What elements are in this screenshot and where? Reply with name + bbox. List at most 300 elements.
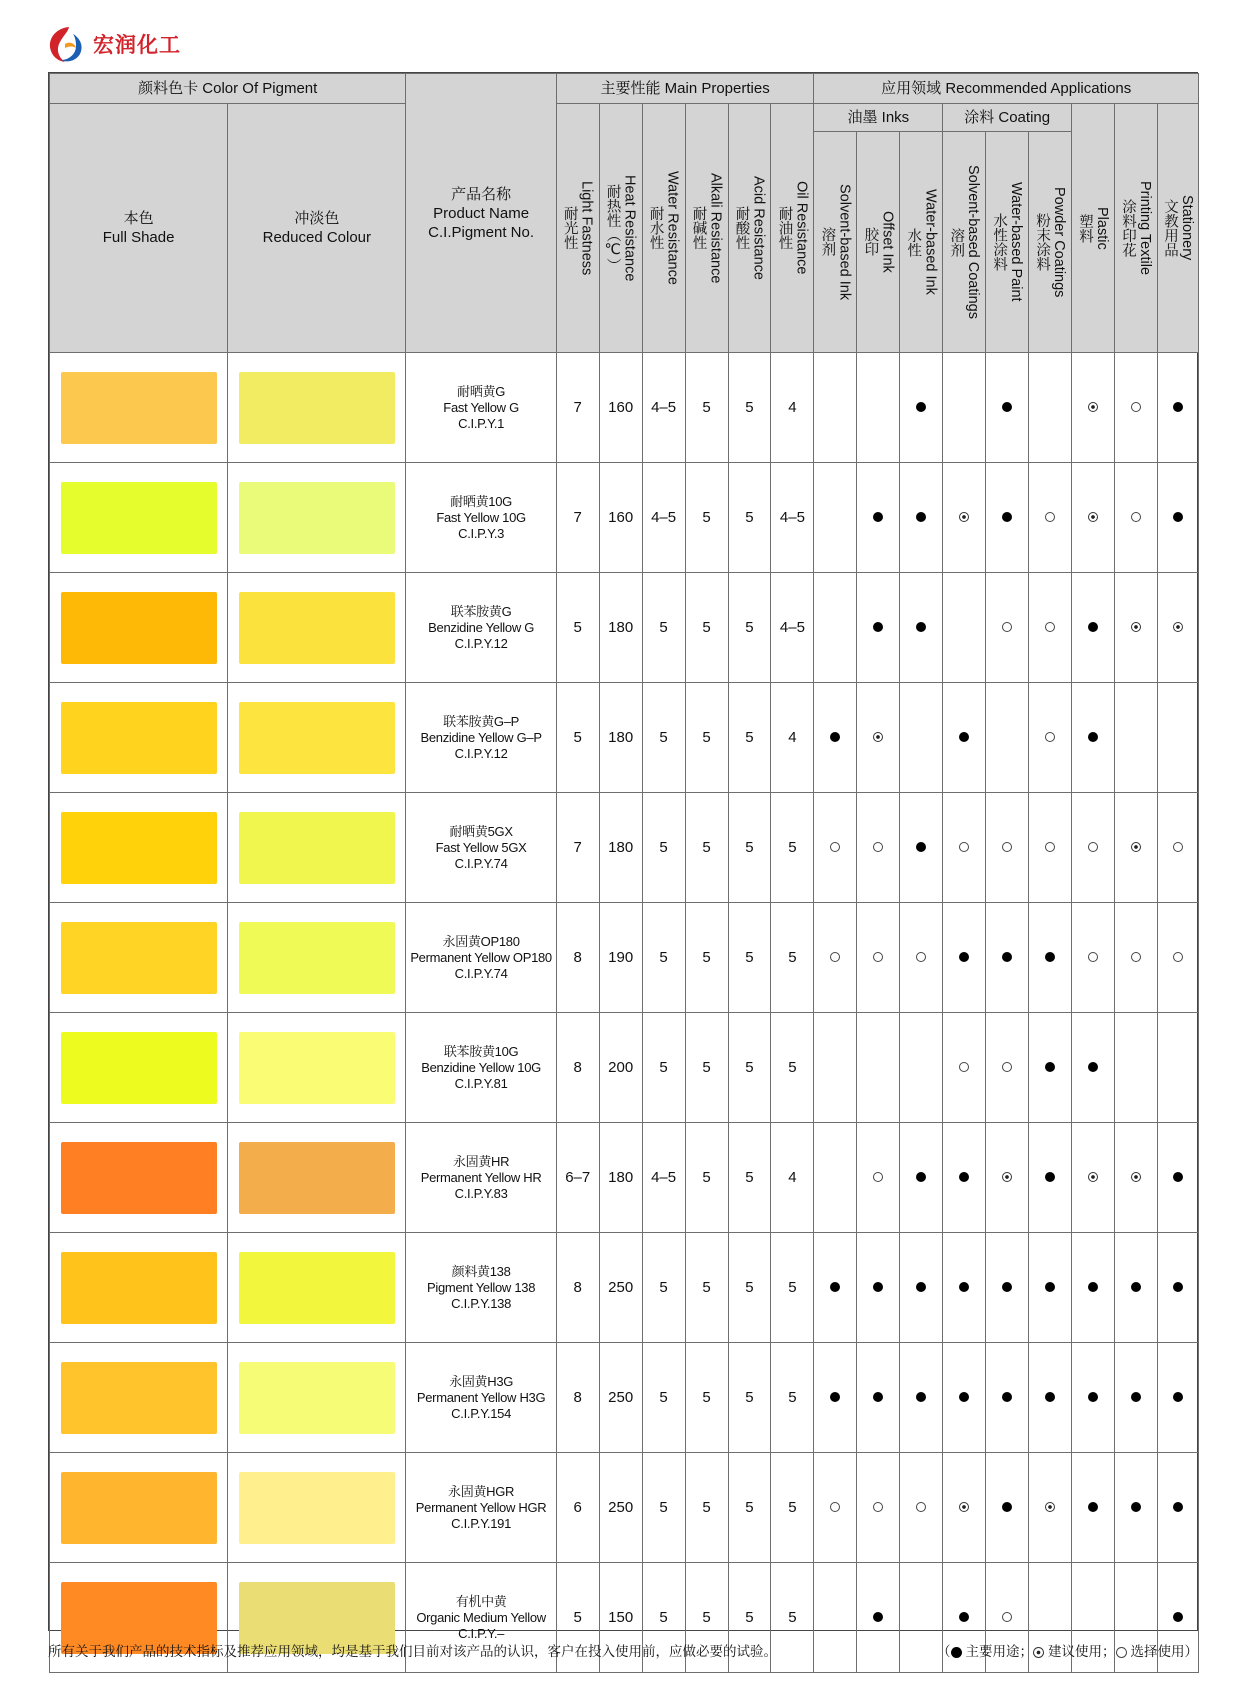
reduced-colour-swatch bbox=[239, 372, 395, 444]
property-value-text: 250 bbox=[608, 1389, 634, 1406]
application-header-6-label: 塑料 bbox=[1077, 213, 1094, 243]
property-value-text: 4–5 bbox=[651, 1169, 677, 1186]
property-value bbox=[685, 793, 728, 903]
reduced-colour-cell bbox=[228, 683, 406, 793]
primary-use-dot-icon bbox=[1088, 732, 1098, 742]
optional-use-circle-icon bbox=[873, 842, 883, 852]
primary-use-dot-icon bbox=[959, 732, 969, 742]
property-value-text: 5 bbox=[745, 1389, 754, 1406]
property-value bbox=[771, 1343, 814, 1453]
property-value-text: 250 bbox=[608, 1499, 634, 1516]
primary-use-dot-icon bbox=[916, 402, 926, 412]
full-shade-swatch bbox=[61, 482, 217, 554]
application-cell bbox=[1157, 683, 1198, 793]
product-name-cell bbox=[406, 1013, 556, 1123]
primary-use-dot-icon bbox=[951, 1647, 962, 1658]
product-name-en: Fast Yellow 10G bbox=[436, 509, 526, 525]
full-shade-swatch bbox=[61, 592, 217, 664]
property-header-5 bbox=[771, 104, 814, 353]
property-value bbox=[642, 1343, 685, 1453]
application-header-5-label: 粉末涂料 bbox=[1034, 212, 1051, 271]
property-value-text: 5 bbox=[745, 1279, 754, 1296]
application-header-2 bbox=[900, 132, 943, 353]
property-value bbox=[771, 1453, 814, 1563]
reduced-colour-swatch bbox=[239, 1142, 395, 1214]
primary-use-dot-icon bbox=[1002, 402, 1012, 412]
primary-use-dot-icon bbox=[959, 1612, 969, 1622]
full-shade-cell bbox=[50, 353, 228, 463]
application-cell bbox=[1029, 353, 1072, 463]
property-value bbox=[642, 573, 685, 683]
property-header-4-label: 耐酸性 bbox=[733, 206, 750, 250]
pigment-ci-number: C.I.P.Y.3 bbox=[458, 525, 505, 541]
primary-use-dot-icon bbox=[1088, 1062, 1098, 1072]
property-value-text: 160 bbox=[608, 399, 634, 416]
suggested-use-dot-icon bbox=[959, 512, 969, 522]
property-value-text: 5 bbox=[702, 1169, 711, 1186]
header-row-2 bbox=[50, 104, 1199, 132]
application-cell bbox=[1115, 463, 1158, 573]
reduced-colour-cell bbox=[228, 1233, 406, 1343]
property-value bbox=[728, 573, 771, 683]
primary-use-dot-icon bbox=[1173, 1612, 1183, 1622]
property-value bbox=[771, 1233, 814, 1343]
product-name-cn: 联苯胺黄G bbox=[450, 603, 512, 619]
property-header-0-label: Light Fastness bbox=[578, 180, 595, 276]
primary-use-dot-icon bbox=[1045, 1062, 1055, 1072]
property-value bbox=[599, 573, 642, 683]
primary-use-dot-icon bbox=[959, 1392, 969, 1402]
main-properties-header bbox=[556, 74, 814, 104]
property-value-text: 4 bbox=[788, 729, 797, 746]
optional-use-circle-icon bbox=[959, 1062, 969, 1072]
reduced-colour-swatch bbox=[239, 1472, 395, 1544]
optional-use-circle-icon bbox=[1045, 842, 1055, 852]
full-shade-cell bbox=[50, 1233, 228, 1343]
suggested-use-dot-icon bbox=[873, 732, 883, 742]
application-cell bbox=[1157, 463, 1198, 573]
property-header-3-label: Alkali Resistance bbox=[707, 172, 724, 284]
primary-use-dot-icon bbox=[1045, 1172, 1055, 1182]
product-name-cn: 联苯胺黄G–P bbox=[443, 713, 520, 729]
optional-use-circle-icon bbox=[1173, 842, 1183, 852]
coating-header bbox=[943, 104, 1072, 132]
property-value bbox=[685, 1343, 728, 1453]
full-shade-swatch bbox=[61, 1472, 217, 1544]
application-cell bbox=[986, 683, 1029, 793]
color-card-header bbox=[50, 74, 406, 104]
product-name-cn: 耐晒黄G bbox=[457, 383, 506, 399]
application-cell bbox=[900, 1123, 943, 1233]
primary-use-dot-icon bbox=[873, 622, 883, 632]
marker-legend bbox=[935, 1640, 1198, 1660]
application-cell bbox=[814, 573, 857, 683]
property-value bbox=[556, 463, 599, 573]
property-header-4-label: Acid Resistance bbox=[750, 176, 767, 280]
application-cell bbox=[814, 793, 857, 903]
property-header-0-label: 耐光性 bbox=[561, 206, 578, 250]
product-name-cn: 联苯胺黄10G bbox=[443, 1043, 519, 1059]
application-cell bbox=[1115, 1453, 1158, 1563]
property-value-text: 5 bbox=[702, 1389, 711, 1406]
optional-use-circle-icon bbox=[1088, 842, 1098, 852]
property-value-text: 6 bbox=[573, 1499, 582, 1516]
property-header-0 bbox=[556, 104, 599, 353]
property-value bbox=[685, 903, 728, 1013]
optional-use-circle-icon bbox=[1002, 842, 1012, 852]
application-cell bbox=[1029, 793, 1072, 903]
application-cell bbox=[900, 1343, 943, 1453]
optional-use-circle-icon bbox=[1045, 732, 1055, 742]
property-value bbox=[556, 1013, 599, 1123]
property-value-text: 5 bbox=[745, 619, 754, 636]
application-cell bbox=[986, 1453, 1029, 1563]
property-value-text: 5 bbox=[702, 619, 711, 636]
property-value bbox=[728, 1123, 771, 1233]
application-cell bbox=[814, 1013, 857, 1123]
reduced-colour-swatch bbox=[239, 812, 395, 884]
reduced-colour-header-line: Reduced Colour bbox=[262, 229, 372, 246]
property-value-text: 5 bbox=[573, 729, 582, 746]
pigment-ci-number: C.I.P.Y.74 bbox=[454, 855, 508, 871]
application-cell bbox=[1029, 1343, 1072, 1453]
property-value-text: 7 bbox=[573, 509, 582, 526]
primary-use-dot-icon bbox=[830, 1392, 840, 1402]
application-cell bbox=[814, 353, 857, 463]
application-cell bbox=[943, 1343, 986, 1453]
product-name-header-line: Product Name bbox=[433, 204, 530, 222]
property-value bbox=[728, 793, 771, 903]
property-value-text: 5 bbox=[702, 949, 711, 966]
property-value-text: 5 bbox=[659, 619, 668, 636]
application-cell bbox=[943, 1013, 986, 1123]
full-shade-swatch bbox=[61, 372, 217, 444]
application-cell bbox=[1029, 463, 1072, 573]
primary-use-dot-icon bbox=[916, 842, 926, 852]
application-cell bbox=[900, 463, 943, 573]
product-row bbox=[50, 1013, 1199, 1123]
property-value bbox=[728, 1233, 771, 1343]
property-header-1 bbox=[599, 104, 642, 353]
primary-use-dot-icon bbox=[959, 1282, 969, 1292]
reduced-colour-swatch bbox=[239, 1252, 395, 1324]
property-value bbox=[728, 903, 771, 1013]
primary-use-dot-icon bbox=[959, 1172, 969, 1182]
property-value-text: 5 bbox=[745, 509, 754, 526]
application-header-7-label: 涂料印花 bbox=[1119, 199, 1136, 257]
property-value-text: 150 bbox=[608, 1609, 634, 1626]
property-value-text: 5 bbox=[788, 1279, 797, 1296]
primary-use-dot-icon bbox=[830, 732, 840, 742]
optional-use-circle-icon bbox=[916, 952, 926, 962]
primary-use-dot-icon bbox=[1088, 1392, 1098, 1402]
application-cell bbox=[1029, 573, 1072, 683]
application-header-6 bbox=[1072, 104, 1115, 353]
property-value bbox=[728, 353, 771, 463]
property-value bbox=[728, 1453, 771, 1563]
property-value-text: 4–5 bbox=[779, 619, 805, 636]
logo-swirl-icon bbox=[47, 24, 87, 64]
primary-use-dot-icon bbox=[1173, 1392, 1183, 1402]
product-name-cn: 永固黄H3G bbox=[449, 1373, 514, 1389]
application-cell bbox=[1157, 573, 1198, 683]
property-value-text: 4 bbox=[788, 399, 797, 416]
application-cell bbox=[943, 463, 986, 573]
product-name-cell bbox=[406, 903, 556, 1013]
application-header-5-label: Powder Coatings bbox=[1051, 186, 1068, 298]
property-value-text: 4–5 bbox=[651, 509, 677, 526]
application-cell bbox=[857, 463, 900, 573]
application-cell bbox=[986, 573, 1029, 683]
application-cell bbox=[943, 793, 986, 903]
property-value bbox=[685, 573, 728, 683]
property-value bbox=[685, 1013, 728, 1123]
property-value-text: 5 bbox=[745, 839, 754, 856]
application-cell bbox=[943, 1123, 986, 1233]
product-row bbox=[50, 573, 1199, 683]
property-value bbox=[556, 903, 599, 1013]
primary-use-dot-icon bbox=[830, 1282, 840, 1292]
product-name-en: Pigment Yellow 138 bbox=[427, 1279, 536, 1295]
property-value bbox=[599, 683, 642, 793]
inks-header-label: 油墨 Inks bbox=[847, 109, 910, 126]
property-value-text: 190 bbox=[608, 949, 634, 966]
application-cell bbox=[943, 573, 986, 683]
product-name-en: Permanent Yellow OP180 bbox=[410, 949, 552, 965]
primary-use-dot-icon bbox=[1002, 1392, 1012, 1402]
application-cell bbox=[814, 1453, 857, 1563]
product-name-cell bbox=[406, 573, 556, 683]
application-cell bbox=[1157, 903, 1198, 1013]
primary-use-dot-icon bbox=[1131, 1392, 1141, 1402]
property-value bbox=[728, 1343, 771, 1453]
application-header-0-label: Solvent-based Ink bbox=[836, 183, 853, 301]
property-value bbox=[685, 353, 728, 463]
product-name-en: Permanent Yellow H3G bbox=[416, 1389, 546, 1405]
application-cell bbox=[814, 903, 857, 1013]
application-header-8-label: 文教用品 bbox=[1161, 198, 1178, 257]
product-row bbox=[50, 1453, 1199, 1563]
primary-use-dot-icon bbox=[916, 622, 926, 632]
application-cell bbox=[1115, 1013, 1158, 1123]
product-name-cn: 颜料黄138 bbox=[451, 1263, 511, 1279]
property-value bbox=[599, 1453, 642, 1563]
product-row bbox=[50, 1233, 1199, 1343]
color-card-header-label: 颜料色卡 Color Of Pigment bbox=[138, 80, 318, 97]
application-cell bbox=[943, 903, 986, 1013]
application-header-7 bbox=[1115, 104, 1158, 353]
product-name-cell bbox=[406, 683, 556, 793]
property-value-text: 8 bbox=[573, 1059, 582, 1076]
property-value bbox=[599, 353, 642, 463]
application-cell bbox=[814, 683, 857, 793]
product-row bbox=[50, 463, 1199, 573]
product-name-en: Permanent Yellow HGR bbox=[415, 1499, 547, 1515]
application-cell bbox=[986, 353, 1029, 463]
property-value bbox=[556, 683, 599, 793]
property-value-text: 5 bbox=[745, 1499, 754, 1516]
property-value-text: 5 bbox=[788, 1499, 797, 1516]
legend-optional: 选择使用） bbox=[1130, 1644, 1198, 1659]
application-header-5 bbox=[1029, 132, 1072, 353]
property-value-text: 180 bbox=[608, 619, 634, 636]
property-value-text: 5 bbox=[702, 509, 711, 526]
reduced-colour-cell bbox=[228, 353, 406, 463]
suggested-use-dot-icon bbox=[1088, 402, 1098, 412]
coating-header-label: 涂料 Coating bbox=[964, 109, 1051, 126]
pigment-table bbox=[49, 73, 1199, 1673]
primary-use-dot-icon bbox=[916, 1392, 926, 1402]
property-value bbox=[771, 903, 814, 1013]
optional-use-circle-icon bbox=[1002, 1062, 1012, 1072]
property-value-text: 200 bbox=[608, 1059, 634, 1076]
property-value bbox=[728, 463, 771, 573]
property-value-text: 5 bbox=[659, 1059, 668, 1076]
primary-use-dot-icon bbox=[1002, 952, 1012, 962]
property-value-text: 5 bbox=[573, 619, 582, 636]
property-value-text: 5 bbox=[745, 729, 754, 746]
reduced-colour-header-line: 冲淡色 bbox=[294, 210, 340, 227]
product-name-en: Fast Yellow 5GX bbox=[435, 839, 527, 855]
optional-use-circle-icon bbox=[1002, 1612, 1012, 1622]
optional-use-circle-icon bbox=[1131, 512, 1141, 522]
property-value bbox=[556, 1343, 599, 1453]
reduced-colour-cell bbox=[228, 1013, 406, 1123]
property-value-text: 7 bbox=[573, 399, 582, 416]
full-shade-swatch bbox=[61, 1252, 217, 1324]
product-name-cn: 耐晒黄5GX bbox=[449, 823, 513, 839]
primary-use-dot-icon bbox=[1173, 1502, 1183, 1512]
optional-use-circle-icon bbox=[830, 1502, 840, 1512]
application-header-2-label: Water-based Ink bbox=[922, 189, 939, 295]
company-logo bbox=[47, 24, 181, 64]
application-cell bbox=[1115, 1343, 1158, 1453]
optional-use-circle-icon bbox=[1045, 512, 1055, 522]
pigment-ci-number: C.I.P.Y.– bbox=[458, 1625, 505, 1641]
property-value bbox=[642, 1123, 685, 1233]
property-value bbox=[556, 573, 599, 683]
legend-primary: 主要用途； bbox=[965, 1644, 1033, 1659]
optional-use-circle-icon bbox=[830, 952, 840, 962]
property-value bbox=[771, 1123, 814, 1233]
property-value-text: 4–5 bbox=[779, 509, 805, 526]
application-cell bbox=[1115, 683, 1158, 793]
application-cell bbox=[1157, 793, 1198, 903]
product-row bbox=[50, 353, 1199, 463]
application-cell bbox=[814, 1233, 857, 1343]
product-name-header-line: 产品名称 bbox=[451, 185, 512, 203]
property-value bbox=[556, 353, 599, 463]
application-cell bbox=[1157, 1343, 1198, 1453]
application-cell bbox=[986, 463, 1029, 573]
optional-use-circle-icon bbox=[1002, 622, 1012, 632]
application-cell bbox=[857, 683, 900, 793]
application-header-4-label: Water-based Paint bbox=[1008, 182, 1025, 302]
application-cell bbox=[1157, 353, 1198, 463]
property-value-text: 4–5 bbox=[651, 399, 677, 416]
application-header-1-label: 胶印 bbox=[862, 227, 879, 257]
property-header-3 bbox=[685, 104, 728, 353]
product-name-cn: 永固黄OP180 bbox=[442, 933, 520, 949]
property-value bbox=[642, 683, 685, 793]
product-name-en: Benzidine Yellow 10G bbox=[421, 1059, 541, 1075]
application-cell bbox=[1029, 1453, 1072, 1563]
pigment-spec-sheet bbox=[48, 72, 1198, 1641]
application-cell bbox=[1072, 353, 1115, 463]
reduced-colour-cell bbox=[228, 573, 406, 683]
application-cell bbox=[1157, 1453, 1198, 1563]
product-name-cell bbox=[406, 353, 556, 463]
suggested-use-dot-icon bbox=[1088, 512, 1098, 522]
product-name-en: Benzidine Yellow G–P bbox=[420, 729, 542, 745]
property-value-text: 180 bbox=[608, 1169, 634, 1186]
application-cell bbox=[900, 353, 943, 463]
suggested-use-dot-icon bbox=[1131, 842, 1141, 852]
reduced-colour-cell bbox=[228, 463, 406, 573]
optional-use-circle-icon bbox=[830, 842, 840, 852]
primary-use-dot-icon bbox=[873, 1282, 883, 1292]
product-name-en: Permanent Yellow HR bbox=[420, 1169, 542, 1185]
reduced-colour-cell bbox=[228, 1123, 406, 1233]
suggested-use-dot-icon bbox=[959, 1502, 969, 1512]
property-value-text: 250 bbox=[608, 1279, 634, 1296]
application-header-4 bbox=[986, 132, 1029, 353]
full-shade-header bbox=[50, 104, 228, 353]
application-header-3-label: Solvent-based Coatings bbox=[965, 165, 982, 319]
property-header-2-label: Water Resistance bbox=[664, 171, 681, 285]
product-name-cell bbox=[406, 1123, 556, 1233]
property-value bbox=[642, 1013, 685, 1123]
full-shade-swatch bbox=[61, 1362, 217, 1434]
property-value-text: 8 bbox=[573, 1389, 582, 1406]
primary-use-dot-icon bbox=[916, 1172, 926, 1182]
property-value-text: 180 bbox=[608, 839, 634, 856]
applications-header-label: 应用领域 Recommended Applications bbox=[881, 80, 1132, 97]
property-value bbox=[556, 1123, 599, 1233]
primary-use-dot-icon bbox=[916, 1282, 926, 1292]
primary-use-dot-icon bbox=[873, 1392, 883, 1402]
property-value-text: 5 bbox=[702, 839, 711, 856]
reduced-colour-swatch bbox=[239, 922, 395, 994]
reduced-colour-header bbox=[228, 104, 406, 353]
property-value bbox=[642, 1233, 685, 1343]
application-header-2-label: 水性 bbox=[905, 227, 922, 257]
product-name-en: Fast Yellow G bbox=[443, 399, 519, 415]
property-header-1-label: Heat Resistance bbox=[621, 174, 638, 282]
property-value-text: 5 bbox=[745, 399, 754, 416]
application-cell bbox=[1115, 353, 1158, 463]
application-cell bbox=[986, 1123, 1029, 1233]
primary-use-dot-icon bbox=[1131, 1502, 1141, 1512]
pigment-ci-number: C.I.P.Y.12 bbox=[454, 745, 508, 761]
property-value bbox=[685, 463, 728, 573]
application-cell bbox=[857, 793, 900, 903]
property-value-text: 5 bbox=[788, 1389, 797, 1406]
application-cell bbox=[900, 793, 943, 903]
suggested-use-dot-icon bbox=[1002, 1172, 1012, 1182]
property-value bbox=[599, 463, 642, 573]
application-cell bbox=[900, 1453, 943, 1563]
optional-use-circle-icon bbox=[1116, 1647, 1127, 1658]
property-header-5-label: Oil Resistance bbox=[793, 181, 810, 275]
reduced-colour-cell bbox=[228, 903, 406, 1013]
primary-use-dot-icon bbox=[873, 1612, 883, 1622]
property-header-2 bbox=[642, 104, 685, 353]
primary-use-dot-icon bbox=[1045, 1392, 1055, 1402]
pigment-ci-number: C.I.P.Y.74 bbox=[454, 965, 508, 981]
application-cell bbox=[1115, 573, 1158, 683]
primary-use-dot-icon bbox=[959, 952, 969, 962]
